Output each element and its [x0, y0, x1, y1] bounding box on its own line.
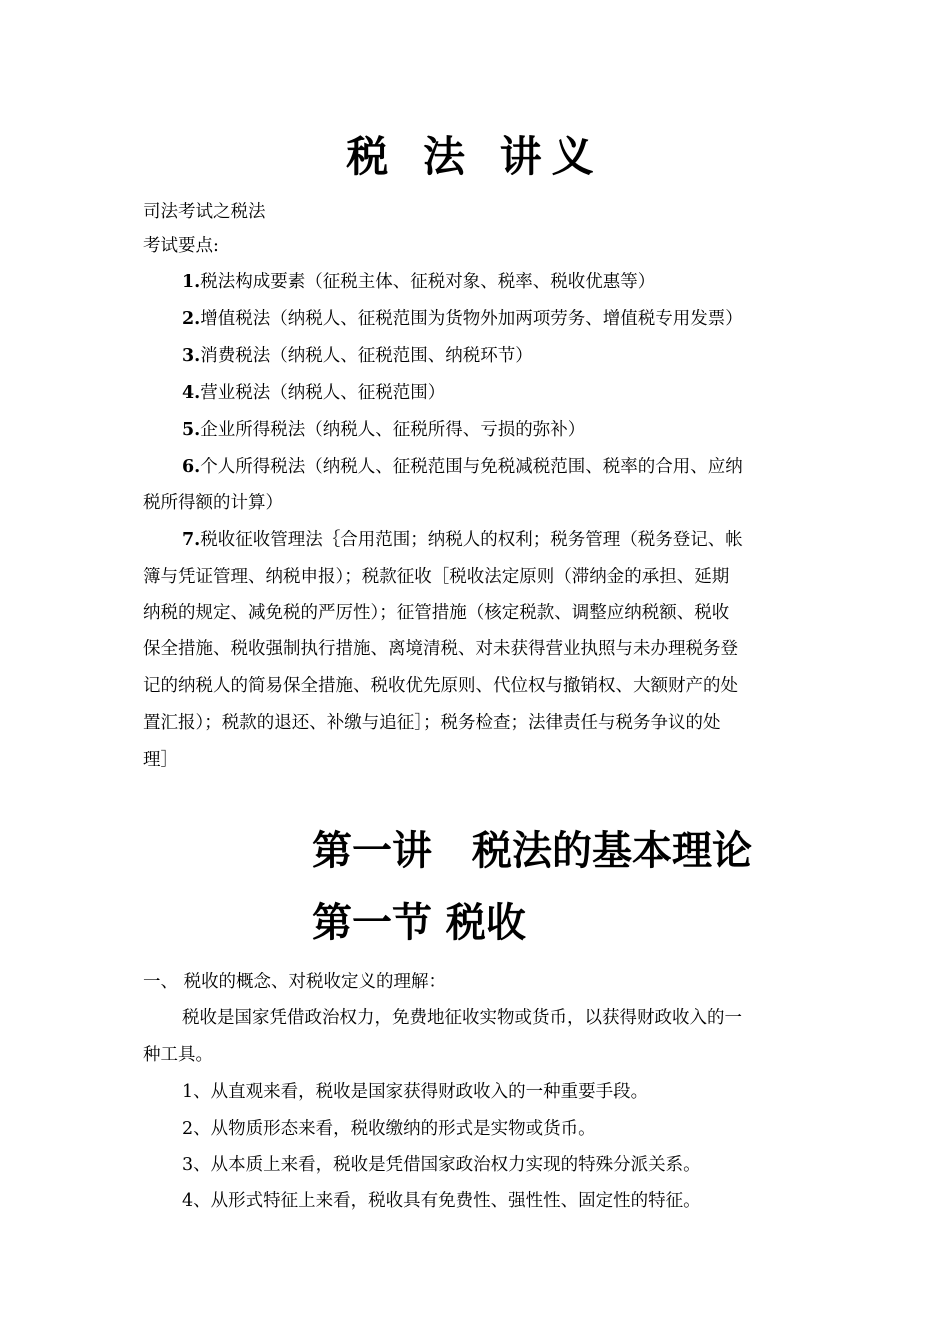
list-item: 4、从形式特征上来看，税收具有免费性、强性性、固定性的特征。 — [182, 1191, 701, 1211]
key-point-7 — [182, 528, 743, 552]
key-point-number: 2. — [182, 309, 201, 329]
key-point-7-continued: 簿与凭证管理、纳税申报）；税款征收［税收法定原则（滞纳金的承担、延期 — [143, 567, 730, 587]
key-point-text: 税法构成要素（征税主体、征税对象、税率、税收优惠等） — [200, 272, 656, 292]
key-point-6-continued: 税所得额的计算） — [143, 493, 283, 513]
key-point-number: 6. — [182, 457, 201, 477]
section-title: 第一节 税收 — [312, 900, 526, 946]
key-point-text: 营业税法（纳税人、征税范围） — [200, 383, 446, 403]
key-point-text: 个人所得税法（纳税人、征税范围与免税减税范围、税率的合用、应纳 — [200, 457, 743, 477]
heading-1: 一、 税收的概念、对税收定义的理解： — [143, 972, 447, 992]
definition-line-continued: 种工具。 — [143, 1045, 213, 1065]
key-point-number: 5. — [182, 420, 201, 440]
key-point-7-continued: 记的纳税人的简易保全措施、税收优先原则、代位权与撤销权、大额财产的处 — [143, 676, 738, 696]
key-point-4 — [182, 381, 445, 405]
key-point-2 — [182, 307, 743, 331]
key-point-3 — [182, 344, 533, 368]
key-point-text: 企业所得税法（纳税人、征税所得、亏损的弥补） — [200, 420, 586, 440]
key-point-text: 税收征收管理法｛合用范围；纳税人的权利；税务管理（税务登记、帐 — [200, 530, 743, 550]
key-point-7-continued: 纳税的规定、减免税的严厉性）；征管措施（核定税款、调整应纳税额、税收 — [143, 603, 730, 623]
key-point-6 — [182, 455, 743, 479]
key-point-7-continued: 置汇报）；税款的退还、补缴与追征］；税务检查；法律责任与税务争议的处 — [143, 713, 721, 733]
key-points-label: 考试要点: — [143, 236, 219, 256]
key-point-5 — [182, 418, 585, 442]
key-point-number: 7. — [182, 530, 201, 550]
document-title: 税 法 讲义 — [346, 132, 604, 181]
key-point-text: 增值税法（纳税人、征税范围为货物外加两项劳务、增值税专用发票） — [200, 309, 743, 329]
key-point-7-continued: 理］ — [143, 750, 178, 770]
key-point-1 — [182, 270, 655, 294]
list-item: 1、从直观来看，税收是国家获得财政收入的一种重要手段。 — [182, 1082, 649, 1102]
key-point-number: 1. — [182, 272, 201, 292]
lecture-title: 第一讲 税法的基本理论 — [312, 828, 752, 874]
key-point-text: 消费税法（纳税人、征税范围、纳税环节） — [200, 346, 533, 366]
list-item: 3、从本质上来看，税收是凭借国家政治权力实现的特殊分派关系。 — [182, 1155, 701, 1175]
key-point-number: 3. — [182, 346, 201, 366]
document-subtitle: 司法考试之税法 — [143, 202, 266, 222]
list-item: 2、从物质形态来看，税收缴纳的形式是实物或货币。 — [182, 1119, 596, 1139]
key-point-number: 4. — [182, 383, 201, 403]
key-point-7-continued: 保全措施、税收强制执行措施、离境清税、对未获得营业执照与未办理税务登 — [143, 639, 738, 659]
definition-line: 税收是国家凭借政治权力，免费地征收实物或货币，以获得财政收入的一 — [182, 1008, 742, 1028]
